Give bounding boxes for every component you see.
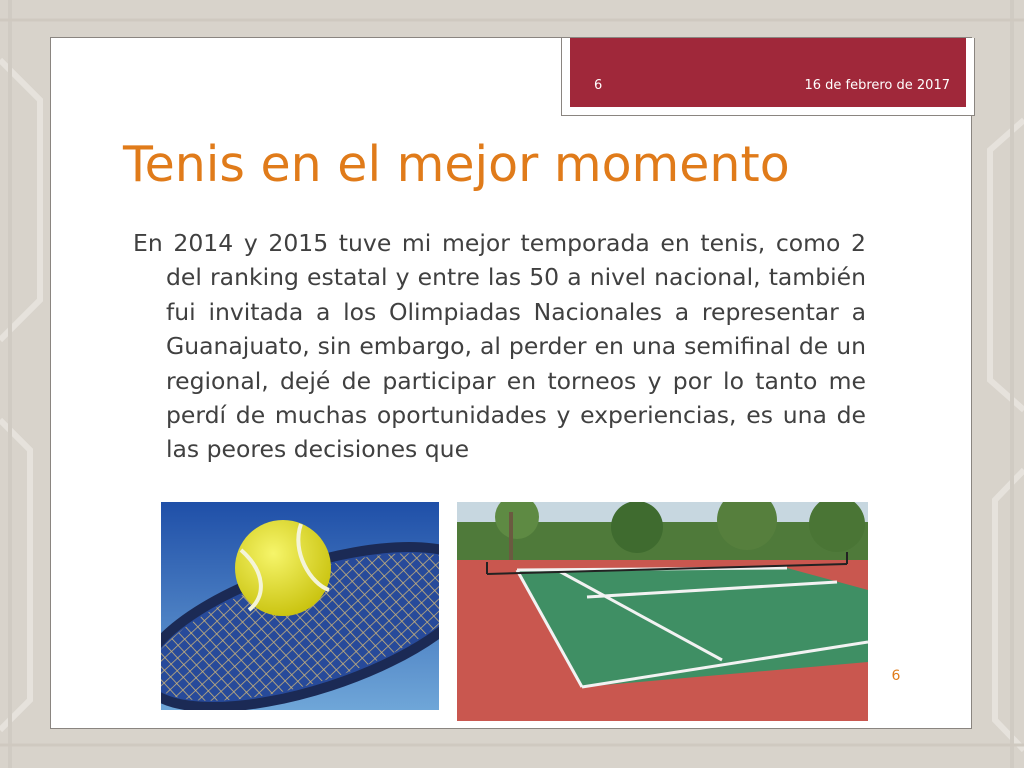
slide-title: Tenis en el mejor momento [123,136,790,193]
slide-date: 16 de febrero de 2017 [804,78,950,93]
page-number: 6 [891,668,901,684]
header-slide-number: 6 [594,78,603,93]
date-tab [561,38,975,116]
tennis-ball-racket-image [161,502,439,710]
slide-body-text: En 2014 y 2015 tuve mi mejor temporada en tenis, como 2 del ranking estatal y entre las 50 a nivel nacional, también fui invitada a los Olimpiadas Nacionales a representar a Guanajuato, sin embargo, al perder en una semifinal de un regional, dejé de participar en torneos y por lo tanto me perdí de muchas oportunidades y experiencias, es una de las peores decisiones que [133,229,866,464]
date-banner [570,38,966,107]
tennis-court-image [457,502,868,721]
